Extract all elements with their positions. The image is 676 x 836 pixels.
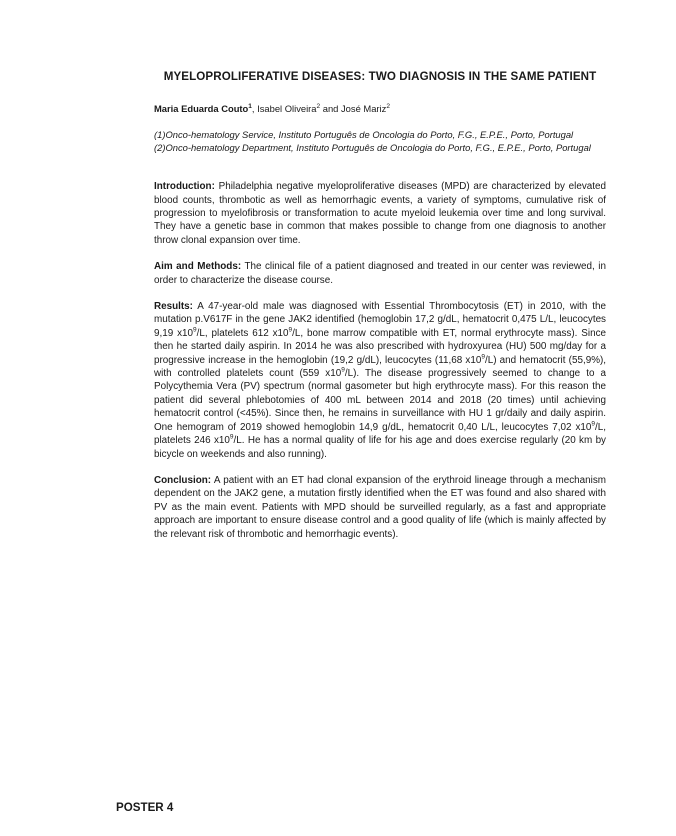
affiliation-1: (1)Onco-hematology Service, Instituto Português de Oncologia do Porto, F.G., E.P.E., Porto, Portugal [154, 129, 574, 140]
introduction-text: Philadelphia negative myeloproliferative diseases (MPD) are characterized by elevated blood counts, thrombotic as well as hemorrhagic events, a variety of symptoms, cumulative risk of progression to myelofibrosis or transformation to acute myeloid leukemia over time and long survival. They have a genetic base in common that makes possible to change from one diagnosis to another throw clonal expansion over time. [154, 181, 606, 246]
results-exp-5: 9 [591, 420, 596, 428]
results-text-5: /L). The disease progressively seemed to change to a Polycythemia Vera (PV) spectrum (normal gasometer but high erythrocyte mass). For this reason the patient did several phlebotomies of 400 mL between 2014 and 2018 (20 times) until achieving hematocrit control (<45%). Since then, he remains in surveillance with HU 1 gr/daily and daily aspirin. One hemogram of 2019 showed hemoglobin 14,9 g/dL, hematocrit 0,40 L/L, leucocytes 7,02 x10 [154, 368, 606, 433]
results-text-7: /L. He has a normal quality of life for his age and does exercise regularly (20 km by bicycle on weekends and also running). [154, 435, 606, 460]
abstract-page [154, 70, 606, 554]
results-text-4: /L) and hematocrit (55,9%), with controlled platelets count (559 x10 [154, 354, 607, 380]
introduction-section [154, 180, 606, 247]
author-list [154, 103, 606, 115]
aim-methods-section [154, 260, 606, 287]
abstract-title: MYELOPROLIFERATIVE DISEASES: TWO DIAGNOSIS IN THE SAME PATIENT [163, 70, 597, 83]
results-exp-3: 9 [481, 353, 485, 361]
results-section [154, 300, 606, 461]
results-text-1: A 47-year-old male was diagnosed with Essential Thrombocytosis (ET) in 2010, with the mutation p.V617F in the gene JAK2 identified (hemoglobin 17,2 g/dL, hematocrit 0,475 L/L, leucocytes 9,19 x10 [154, 301, 606, 339]
conclusion-heading: Conclusion: [154, 474, 212, 486]
poster-label: POSTER 4 [116, 801, 174, 814]
results-exp-6: 9 [229, 433, 234, 441]
author-first-name: Maria Eduarda Couto [154, 103, 249, 114]
author-second-name: , Isabel Oliveira [251, 103, 317, 114]
results-heading: Results: [154, 301, 193, 313]
results-text-2: /L, platelets 612 x10 [196, 327, 289, 339]
author-third-sup: 2 [386, 102, 390, 110]
affiliation-list [154, 129, 606, 154]
results-exp-1: 9 [193, 326, 197, 334]
results-text-3: /L, bone marrow compatible with ET, normal erythrocyte mass). Since then he started daily aspirin. In 2014 he was also prescribed with hydroxyurea (HU) 500 mg/day for a progressive increase in the hemoglobin (19,2 g/dL), leucocytes (11,68 x10 [154, 327, 606, 366]
results-exp-2: 9 [288, 326, 293, 334]
author-third-name: and José Mariz [320, 103, 387, 114]
results-exp-4: 9 [341, 366, 345, 374]
conclusion-section [154, 474, 606, 541]
author-first [154, 103, 252, 114]
aim-methods-text: The clinical file of a patient diagnosed and treated in our center was reviewed, in order to characterize the disease course. [154, 261, 606, 286]
conclusion-text: A patient with an ET had clonal expansion of the erythroid lineage through a mechanism dependent on the JAK2 gene, a mutation firstly identified when the ET was found and also shared with PV as the main event. Patients with MPD should be surveilled regularly, as a fast and appropriate approach are important to ensure disease control and a good quality of life (which is mainly affected by the relevant risk of thrombotic and hemorrhagic events). [154, 474, 606, 540]
introduction-heading: Introduction: [154, 181, 215, 193]
author-second-sup: 2 [316, 102, 321, 110]
aim-methods-heading: Aim and Methods: [154, 261, 242, 273]
results-text-6: /L, platelets 246 x10 [154, 421, 606, 447]
author-first-sup: 1 [248, 102, 252, 110]
affiliation-2: (2)Onco-hematology Department, Instituto Português de Oncologia do Porto, F.G., E.P.E., Porto, Portugal [154, 141, 591, 153]
